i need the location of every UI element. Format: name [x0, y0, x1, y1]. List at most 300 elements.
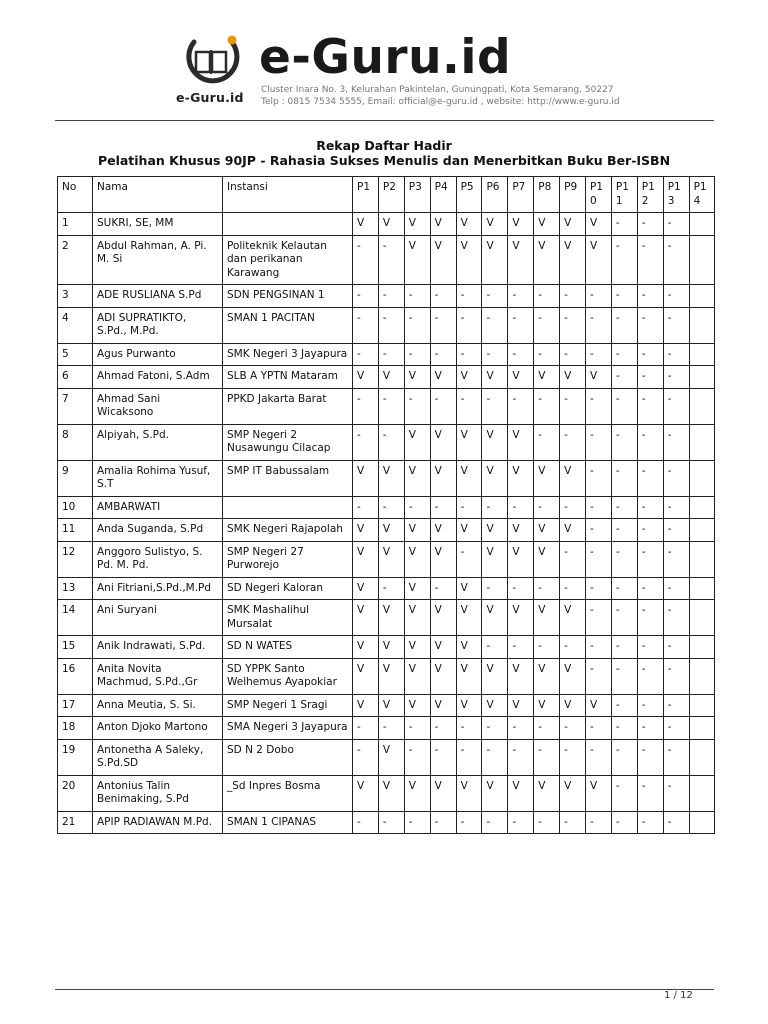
table-row [58, 739, 715, 775]
attendance-mark: - [611, 541, 637, 577]
column-header: P5 [456, 177, 482, 213]
attendance-mark: - [378, 811, 404, 834]
participant-institution: SD N WATES [223, 636, 353, 659]
attendance-mark: - [586, 285, 612, 308]
header-divider [55, 120, 714, 121]
row-number: 1 [58, 213, 93, 236]
attendance-mark: V [560, 235, 586, 285]
attendance-mark: V [482, 366, 508, 389]
attendance-mark: - [637, 307, 663, 343]
attendance-mark: V [456, 658, 482, 694]
attendance-mark: V [404, 460, 430, 496]
participant-name: Agus Purwanto [93, 343, 223, 366]
attendance-mark: - [586, 424, 612, 460]
row-number: 15 [58, 636, 93, 659]
attendance-mark: - [663, 577, 689, 600]
attendance-mark: V [508, 694, 534, 717]
attendance-mark: V [353, 213, 379, 236]
attendance-mark: - [586, 343, 612, 366]
row-number: 16 [58, 658, 93, 694]
attendance-mark: - [637, 577, 663, 600]
page-number: 1 / 12 [664, 990, 693, 1001]
attendance-mark [689, 694, 715, 717]
attendance-mark: - [663, 519, 689, 542]
attendance-mark: - [534, 285, 560, 308]
row-number: 8 [58, 424, 93, 460]
brand-name: e-Guru.id [259, 30, 512, 85]
attendance-mark: V [404, 213, 430, 236]
participant-name: Ahmad Sani Wicaksono [93, 388, 223, 424]
attendance-mark: - [611, 717, 637, 740]
attendance-mark: - [378, 577, 404, 600]
attendance-mark: V [430, 775, 456, 811]
attendance-mark [689, 658, 715, 694]
attendance-mark: - [378, 343, 404, 366]
attendance-mark: V [378, 366, 404, 389]
participant-name: Anna Meutia, S. Si. [93, 694, 223, 717]
participant-name: Amalia Rohima Yusuf, S.T [93, 460, 223, 496]
row-number: 13 [58, 577, 93, 600]
participant-name: Antonetha A Saleky, S.Pd.SD [93, 739, 223, 775]
attendance-mark: - [637, 496, 663, 519]
attendance-mark: - [508, 496, 534, 519]
attendance-mark: V [430, 424, 456, 460]
table-row [58, 460, 715, 496]
attendance-mark: - [534, 717, 560, 740]
row-number: 2 [58, 235, 93, 285]
attendance-mark: V [378, 739, 404, 775]
contact-line: Telp : 0815 7534 5555, Email: official@e-guru.id , website: http://www.e-guru.id [261, 97, 620, 107]
attendance-mark [689, 717, 715, 740]
attendance-mark: - [534, 496, 560, 519]
attendance-mark: V [404, 235, 430, 285]
attendance-mark: V [430, 213, 456, 236]
attendance-mark: - [404, 307, 430, 343]
attendance-mark: - [404, 739, 430, 775]
attendance-mark: - [508, 388, 534, 424]
attendance-mark: - [508, 739, 534, 775]
attendance-mark: - [663, 636, 689, 659]
attendance-mark: V [353, 600, 379, 636]
attendance-mark: - [663, 388, 689, 424]
attendance-mark: V [482, 213, 508, 236]
participant-institution: SMP Negeri 2 Nusawungu Cilacap [223, 424, 353, 460]
participant-institution: SMP Negeri 27 Purworejo [223, 541, 353, 577]
attendance-mark: V [378, 213, 404, 236]
participant-institution: Politeknik Kelautan dan perikanan Karawang [223, 235, 353, 285]
attendance-mark: V [508, 541, 534, 577]
attendance-mark: - [534, 307, 560, 343]
attendance-mark: - [663, 811, 689, 834]
column-header: P8 [534, 177, 560, 213]
attendance-mark: - [611, 424, 637, 460]
attendance-mark: V [353, 460, 379, 496]
attendance-mark: - [482, 739, 508, 775]
attendance-mark: V [430, 694, 456, 717]
attendance-mark: - [663, 366, 689, 389]
attendance-mark: V [560, 658, 586, 694]
attendance-mark: - [534, 811, 560, 834]
table-row [58, 424, 715, 460]
attendance-mark: - [611, 811, 637, 834]
attendance-mark: - [430, 285, 456, 308]
attendance-mark: V [353, 694, 379, 717]
attendance-mark: - [637, 717, 663, 740]
table-row [58, 577, 715, 600]
participant-institution: SLB A YPTN Mataram [223, 366, 353, 389]
attendance-mark: - [586, 717, 612, 740]
attendance-mark: - [663, 658, 689, 694]
attendance-mark: - [456, 717, 482, 740]
attendance-mark: V [534, 460, 560, 496]
attendance-mark: - [482, 285, 508, 308]
attendance-mark: - [534, 343, 560, 366]
attendance-mark [689, 541, 715, 577]
table-row [58, 213, 715, 236]
attendance-mark: V [404, 424, 430, 460]
attendance-mark: V [353, 366, 379, 389]
attendance-mark: - [637, 343, 663, 366]
attendance-mark: V [456, 424, 482, 460]
attendance-mark: - [637, 519, 663, 542]
attendance-mark: - [663, 424, 689, 460]
column-header: P3 [404, 177, 430, 213]
attendance-mark: - [637, 424, 663, 460]
attendance-mark: V [560, 600, 586, 636]
attendance-mark: - [353, 235, 379, 285]
row-number: 19 [58, 739, 93, 775]
attendance-mark [689, 343, 715, 366]
attendance-mark: V [404, 541, 430, 577]
attendance-mark: - [378, 717, 404, 740]
attendance-mark: - [430, 343, 456, 366]
attendance-mark: - [456, 343, 482, 366]
participant-name: ADI SUPRATIKTO, S.Pd., M.Pd. [93, 307, 223, 343]
attendance-mark: V [378, 519, 404, 542]
attendance-mark: - [508, 285, 534, 308]
attendance-mark: V [404, 519, 430, 542]
attendance-mark: - [637, 600, 663, 636]
attendance-mark: V [430, 235, 456, 285]
row-number: 5 [58, 343, 93, 366]
attendance-mark [689, 366, 715, 389]
participant-institution [223, 213, 353, 236]
participant-name: SUKRI, SE, MM [93, 213, 223, 236]
attendance-mark: - [353, 717, 379, 740]
document-subtitle: Pelatihan Khusus 90JP - Rahasia Sukses Menulis dan Menerbitkan Buku Ber-ISBN [97, 153, 671, 168]
attendance-mark: - [663, 694, 689, 717]
participant-institution: SMK Mashalihul Mursalat [223, 600, 353, 636]
attendance-mark: V [508, 658, 534, 694]
attendance-mark: - [534, 636, 560, 659]
participant-institution: SD N 2 Dobo [223, 739, 353, 775]
participant-institution: PPKD Jakarta Barat [223, 388, 353, 424]
attendance-mark: - [611, 600, 637, 636]
attendance-mark: - [482, 343, 508, 366]
attendance-mark: - [560, 285, 586, 308]
attendance-mark: - [560, 717, 586, 740]
address-line: Cluster Inara No. 3, Kelurahan Pakintelan, Gunungpati, Kota Semarang, 50227 [261, 85, 614, 95]
attendance-mark: V [456, 519, 482, 542]
attendance-mark: - [637, 388, 663, 424]
participant-institution: SMA Negeri 3 Jayapura [223, 717, 353, 740]
attendance-mark: V [482, 694, 508, 717]
attendance-mark: - [353, 388, 379, 424]
attendance-mark: V [534, 658, 560, 694]
attendance-mark: - [611, 636, 637, 659]
table-row [58, 717, 715, 740]
attendance-mark: V [534, 541, 560, 577]
attendance-mark: V [378, 541, 404, 577]
attendance-mark: - [611, 577, 637, 600]
attendance-mark: - [430, 577, 456, 600]
participant-institution: SMP IT Babussalam [223, 460, 353, 496]
column-header: P10 [586, 177, 612, 213]
attendance-mark: - [611, 366, 637, 389]
attendance-mark: - [508, 811, 534, 834]
participant-name: ADE RUSLIANA S.Pd [93, 285, 223, 308]
table-row [58, 388, 715, 424]
attendance-mark: - [560, 307, 586, 343]
table-row [58, 343, 715, 366]
attendance-mark: - [663, 717, 689, 740]
attendance-mark: - [482, 636, 508, 659]
attendance-mark: V [404, 636, 430, 659]
table-row [58, 519, 715, 542]
participant-institution: SMP Negeri 1 Sragi [223, 694, 353, 717]
table-row [58, 775, 715, 811]
participant-institution [223, 496, 353, 519]
attendance-mark: - [586, 519, 612, 542]
attendance-mark: V [560, 213, 586, 236]
attendance-mark: - [482, 388, 508, 424]
participant-name: Antonius Talin Benimaking, S.Pd [93, 775, 223, 811]
attendance-mark: V [353, 577, 379, 600]
table-header-row [58, 177, 715, 213]
attendance-mark: V [534, 213, 560, 236]
row-number: 17 [58, 694, 93, 717]
participant-institution: SDN PENGSINAN 1 [223, 285, 353, 308]
attendance-mark: - [378, 424, 404, 460]
attendance-mark: - [456, 307, 482, 343]
attendance-mark: V [482, 424, 508, 460]
attendance-mark: - [663, 775, 689, 811]
participant-name: Anggoro Sulistyo, S. Pd. M. Pd. [93, 541, 223, 577]
column-header: P2 [378, 177, 404, 213]
attendance-mark: - [663, 541, 689, 577]
attendance-mark: V [456, 775, 482, 811]
attendance-mark: - [404, 388, 430, 424]
attendance-mark: V [456, 600, 482, 636]
attendance-mark: - [508, 717, 534, 740]
attendance-mark: - [611, 694, 637, 717]
participant-institution: SMK Negeri Rajapolah [223, 519, 353, 542]
attendance-mark: V [508, 600, 534, 636]
attendance-mark: - [611, 307, 637, 343]
attendance-mark: - [560, 343, 586, 366]
participant-name: AMBARWATI [93, 496, 223, 519]
attendance-mark: - [611, 519, 637, 542]
attendance-mark: - [353, 811, 379, 834]
attendance-mark: - [378, 388, 404, 424]
attendance-mark: - [482, 717, 508, 740]
attendance-mark: - [482, 577, 508, 600]
attendance-mark: - [663, 307, 689, 343]
attendance-mark: - [611, 343, 637, 366]
column-header: P13 [663, 177, 689, 213]
attendance-mark: V [560, 519, 586, 542]
attendance-mark: - [637, 213, 663, 236]
attendance-mark: V [353, 775, 379, 811]
attendance-mark: V [404, 775, 430, 811]
attendance-mark: - [560, 577, 586, 600]
attendance-mark [689, 775, 715, 811]
row-number: 4 [58, 307, 93, 343]
attendance-mark: - [456, 285, 482, 308]
column-header: Nama [93, 177, 223, 213]
row-number: 3 [58, 285, 93, 308]
attendance-mark: - [353, 343, 379, 366]
attendance-mark: - [637, 460, 663, 496]
attendance-mark: - [353, 424, 379, 460]
attendance-mark: V [430, 366, 456, 389]
attendance-mark: - [482, 811, 508, 834]
attendance-mark: - [430, 388, 456, 424]
attendance-mark: - [404, 343, 430, 366]
attendance-mark: V [456, 235, 482, 285]
attendance-mark: - [663, 739, 689, 775]
attendance-mark: - [611, 285, 637, 308]
attendance-mark: - [586, 636, 612, 659]
attendance-mark: V [482, 658, 508, 694]
attendance-mark: - [534, 739, 560, 775]
attendance-mark: V [456, 694, 482, 717]
attendance-mark: - [637, 739, 663, 775]
attendance-mark: - [430, 739, 456, 775]
participant-institution: SMAN 1 CIPANAS [223, 811, 353, 834]
attendance-mark: - [560, 811, 586, 834]
attendance-mark: - [611, 460, 637, 496]
footer-divider [55, 989, 714, 990]
attendance-mark: - [508, 636, 534, 659]
attendance-mark: V [430, 658, 456, 694]
column-header: P14 [689, 177, 715, 213]
attendance-mark: - [663, 343, 689, 366]
attendance-mark: - [586, 739, 612, 775]
attendance-mark: - [663, 235, 689, 285]
attendance-mark: V [482, 460, 508, 496]
attendance-mark: - [378, 496, 404, 519]
attendance-mark: V [534, 694, 560, 717]
attendance-mark: - [663, 600, 689, 636]
attendance-mark: V [534, 235, 560, 285]
column-header: P7 [508, 177, 534, 213]
attendance-mark: V [430, 600, 456, 636]
attendance-mark: V [353, 541, 379, 577]
attendance-mark: V [560, 460, 586, 496]
attendance-mark: - [560, 541, 586, 577]
attendance-mark: - [430, 811, 456, 834]
attendance-mark: - [378, 285, 404, 308]
participant-name: Ahmad Fatoni, S.Adm [93, 366, 223, 389]
row-number: 21 [58, 811, 93, 834]
attendance-mark: - [586, 600, 612, 636]
row-number: 9 [58, 460, 93, 496]
table-row [58, 636, 715, 659]
table-row [58, 811, 715, 834]
document-title: Rekap Daftar Hadir [316, 138, 452, 153]
attendance-mark: V [404, 366, 430, 389]
attendance-mark: - [637, 658, 663, 694]
table-row [58, 366, 715, 389]
attendance-mark: V [586, 694, 612, 717]
attendance-mark: - [637, 366, 663, 389]
attendance-mark: V [456, 213, 482, 236]
attendance-mark: V [456, 577, 482, 600]
attendance-mark: - [637, 775, 663, 811]
attendance-mark: V [508, 213, 534, 236]
attendance-mark: - [508, 343, 534, 366]
attendance-mark: V [378, 694, 404, 717]
logo-text: e-Guru.id [176, 90, 244, 105]
attendance-mark: V [353, 519, 379, 542]
attendance-mark: - [586, 388, 612, 424]
table-row [58, 285, 715, 308]
attendance-mark: V [378, 775, 404, 811]
attendance-mark: - [456, 388, 482, 424]
table-row [58, 235, 715, 285]
column-header: P4 [430, 177, 456, 213]
attendance-mark: - [560, 424, 586, 460]
attendance-mark: V [404, 577, 430, 600]
attendance-mark: - [611, 658, 637, 694]
attendance-mark [689, 519, 715, 542]
attendance-mark: - [586, 811, 612, 834]
attendance-mark: V [586, 235, 612, 285]
attendance-mark: V [378, 600, 404, 636]
participant-name: Alpiyah, S.Pd. [93, 424, 223, 460]
attendance-mark: - [611, 388, 637, 424]
row-number: 20 [58, 775, 93, 811]
attendance-mark: V [534, 600, 560, 636]
attendance-mark: V [482, 519, 508, 542]
attendance-mark: V [482, 235, 508, 285]
attendance-mark: - [430, 496, 456, 519]
attendance-mark: - [560, 739, 586, 775]
participant-name: Ani Suryani [93, 600, 223, 636]
attendance-mark: - [482, 307, 508, 343]
attendance-mark: V [586, 213, 612, 236]
attendance-mark: - [611, 739, 637, 775]
attendance-mark: - [586, 496, 612, 519]
attendance-mark: - [586, 577, 612, 600]
table-row [58, 600, 715, 636]
attendance-mark: - [637, 694, 663, 717]
attendance-mark: - [637, 541, 663, 577]
column-header: P9 [560, 177, 586, 213]
participant-name: Ani Fitriani,S.Pd.,M.Pd [93, 577, 223, 600]
participant-institution: SD Negeri Kaloran [223, 577, 353, 600]
attendance-mark: - [508, 307, 534, 343]
attendance-mark: - [560, 496, 586, 519]
attendance-mark: - [663, 496, 689, 519]
attendance-mark: V [586, 775, 612, 811]
attendance-mark: V [508, 366, 534, 389]
attendance-mark [689, 496, 715, 519]
attendance-mark: - [560, 636, 586, 659]
attendance-mark: - [663, 213, 689, 236]
attendance-mark [689, 285, 715, 308]
